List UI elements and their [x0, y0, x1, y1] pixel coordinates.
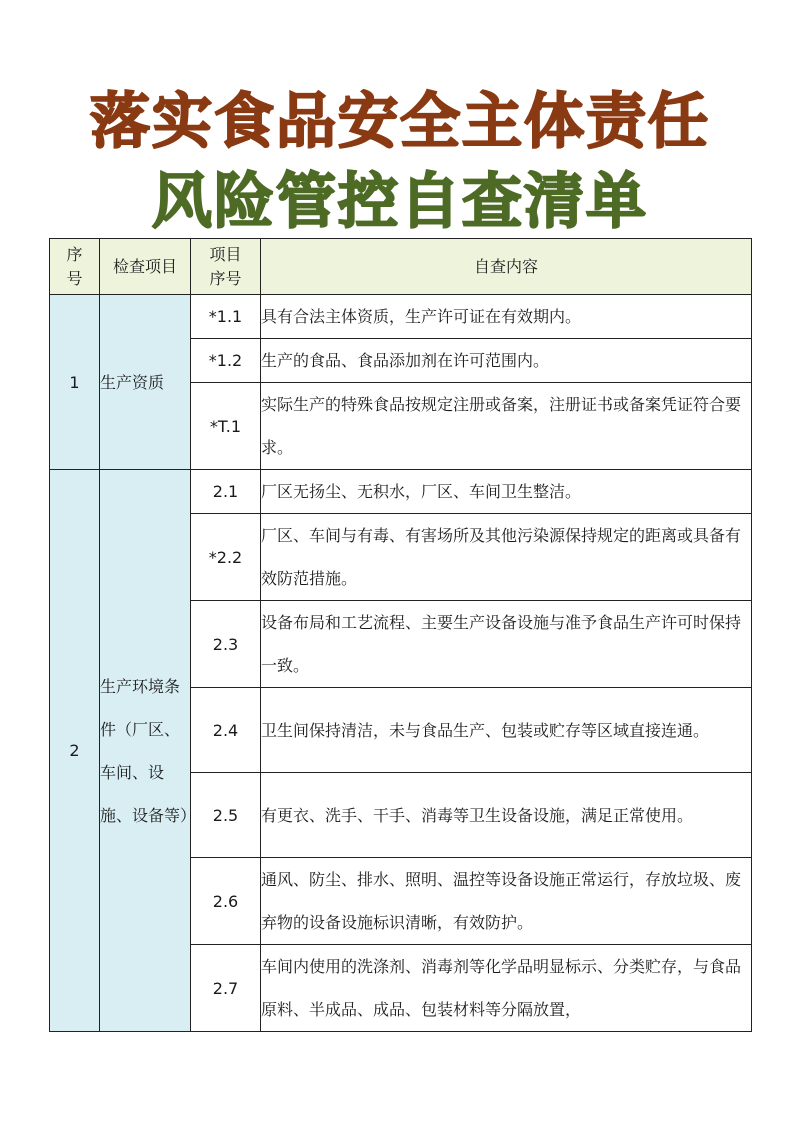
group-seq: 2: [50, 470, 100, 1032]
row-code: 2.1: [191, 470, 261, 514]
row-content: 通风、防尘、排水、照明、温控等设备设施正常运行，存放垃圾、废弃物的设备设施标识清晰，有效防护。: [261, 858, 752, 945]
page-title-line2: 风险管控自查清单: [152, 167, 648, 237]
self-check-table: [49, 238, 752, 1032]
group-seq: 1: [50, 295, 100, 470]
row-code: 2.7: [191, 945, 261, 1032]
row-code: 2.6: [191, 858, 261, 945]
group-item: 生产资质: [100, 295, 191, 470]
row-code: *2.2: [191, 514, 261, 601]
row-content: 车间内使用的洗涤剂、消毒剂等化学品明显标示、分类贮存，与食品原料、半成品、成品、包装材料等分隔放置，: [261, 945, 752, 1032]
row-content: 生产的食品、食品添加剂在许可范围内。: [261, 339, 752, 383]
header-item: 检查项目: [100, 239, 191, 295]
header-seq: 序号: [50, 239, 100, 295]
header-content: 自查内容: [261, 239, 752, 295]
row-code: *1.1: [191, 295, 261, 339]
table-header-row: [50, 239, 752, 295]
group-item: 生产环境条件（厂区、车间、设施、设备等）: [100, 470, 191, 1032]
row-content: 实际生产的特殊食品按规定注册或备案，注册证书或备案凭证符合要求。: [261, 383, 752, 470]
row-content: 厂区无扬尘、无积水，厂区、车间卫生整洁。: [261, 470, 752, 514]
row-code: 2.5: [191, 773, 261, 858]
row-code: 2.4: [191, 688, 261, 773]
row-content: 卫生间保持清洁，未与食品生产、包装或贮存等区域直接连通。: [261, 688, 752, 773]
header-code: 项目序号: [191, 239, 261, 295]
row-code: 2.3: [191, 601, 261, 688]
row-code: *1.2: [191, 339, 261, 383]
row-content: 具有合法主体资质，生产许可证在有效期内。: [261, 295, 752, 339]
table-row: [50, 470, 752, 514]
row-content: 厂区、车间与有毒、有害场所及其他污染源保持规定的距离或具备有效防范措施。: [261, 514, 752, 601]
row-content: 有更衣、洗手、干手、消毒等卫生设备设施，满足正常使用。: [261, 773, 752, 858]
row-content: 设备布局和工艺流程、主要生产设备设施与准予食品生产许可时保持一致。: [261, 601, 752, 688]
table-row: [50, 295, 752, 339]
row-code: *T.1: [191, 383, 261, 470]
page-title-line1: 落实食品安全主体责任: [90, 87, 710, 157]
